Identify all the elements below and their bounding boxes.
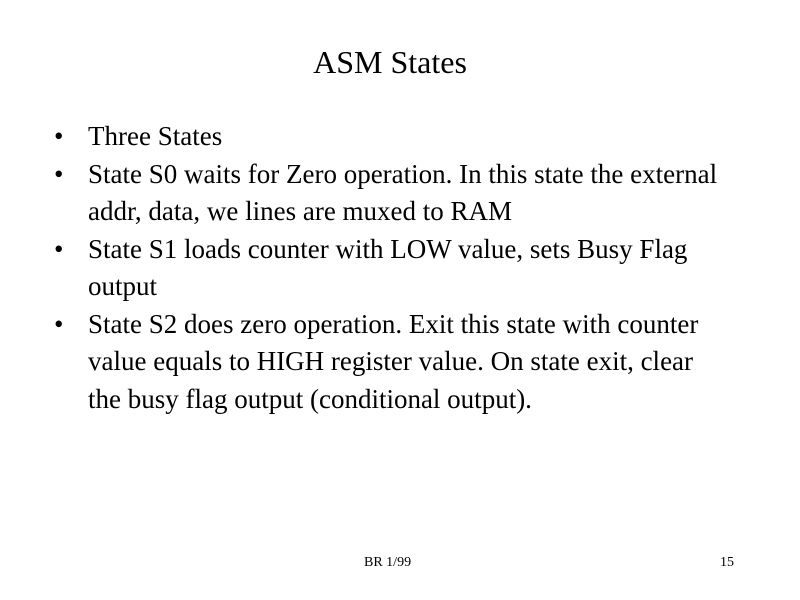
- bullet-dot-icon: •: [54, 308, 64, 339]
- bullet-text: State S2 does zero operation. Exit this state with counter value equals to HIGH register value. On state exit, clear the busy flag output (conditional output).: [88, 308, 699, 414]
- bullet-text: Three States: [88, 121, 223, 151]
- bullet-text: State S0 waits for Zero operation. In this state the external addr, data, we lines are muxed to RAM: [88, 158, 718, 226]
- bullet-item: [54, 156, 724, 231]
- bullet-item: [54, 231, 724, 306]
- footer-text: BR 1/99: [364, 555, 412, 570]
- bullet-text: State S1 loads counter with LOW value, sets Busy Flag output: [88, 233, 688, 301]
- bullet-dot-icon: •: [54, 233, 64, 264]
- bullet-item: [54, 306, 724, 419]
- slide-title: ASM States: [313, 44, 467, 80]
- bullet-list: [54, 118, 724, 418]
- bullet-dot-icon: •: [54, 121, 64, 151]
- page-number: 15: [720, 555, 734, 570]
- bullet-item: [54, 118, 724, 156]
- bullet-dot-icon: •: [54, 158, 64, 189]
